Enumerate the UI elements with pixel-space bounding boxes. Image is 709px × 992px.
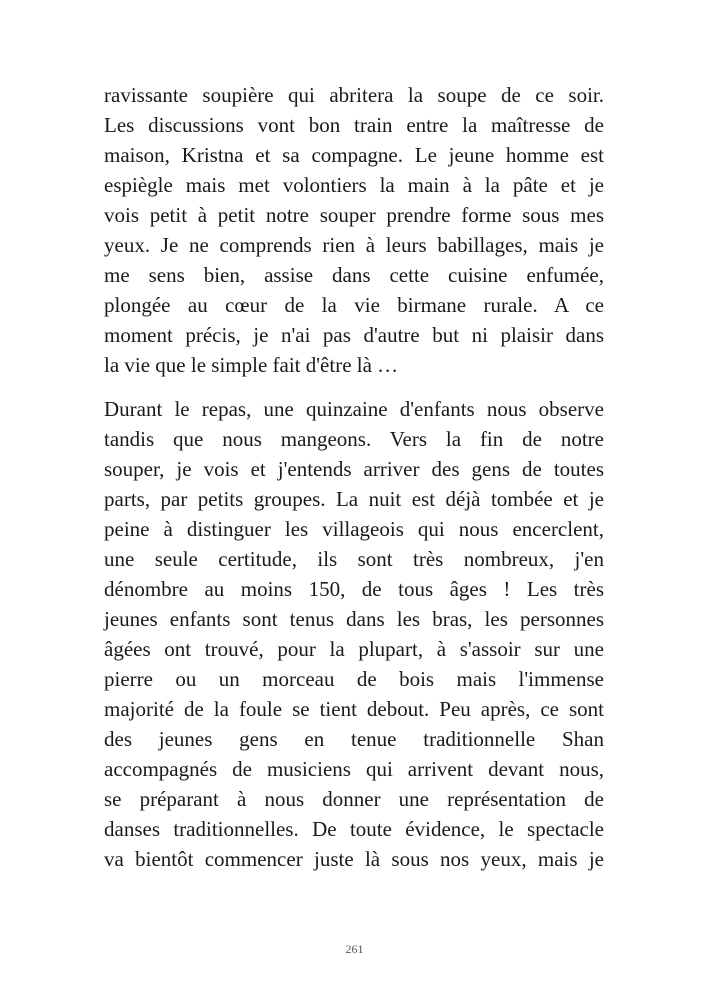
text-line: âgées ont trouvé, pour la plupart, à s'assoir sur une (104, 637, 604, 661)
text-line: vois petit à petit notre souper prendre forme sous mes (104, 203, 604, 227)
text-line: souper, je vois et j'entends arriver des gens de toutes (104, 457, 604, 481)
text-line: des jeunes gens en tenue traditionnelle Shan (104, 727, 604, 751)
text-line: maison, Kristna et sa compagne. Le jeune homme est (104, 143, 604, 167)
text-line: me sens bien, assise dans cette cuisine enfumée, (104, 263, 604, 287)
text-line: tandis que nous mangeons. Vers la fin de notre (104, 427, 604, 451)
text-line: moment précis, je n'ai pas d'autre but ni plaisir dans (104, 323, 604, 347)
text-line: Durant le repas, une quinzaine d'enfants nous observe (104, 397, 604, 421)
text-line: se préparant à nous donner une représentation de (104, 787, 604, 811)
text-line: Les discussions vont bon train entre la maîtresse de (104, 113, 604, 137)
text-line: jeunes enfants sont tenus dans les bras, les personnes (104, 607, 604, 631)
text-line: ravissante soupière qui abritera la soupe de ce soir. (104, 83, 604, 107)
text-line: majorité de la foule se tient debout. Peu après, ce sont (104, 697, 604, 721)
text-line: parts, par petits groupes. La nuit est déjà tombée et je (104, 487, 604, 511)
page-number: 261 (345, 942, 364, 956)
text-line: dénombre au moins 150, de tous âges ! Les très (104, 577, 604, 601)
text-line: danses traditionnelles. De toute évidence, le spectacle (104, 817, 604, 841)
text-line: la vie que le simple fait d'être là … (104, 353, 399, 377)
text-line: pierre ou un morceau de bois mais l'immense (104, 667, 604, 691)
paragraph-1 (104, 80, 604, 380)
text-line: peine à distinguer les villageois qui nous encerclent, (104, 517, 604, 541)
page-body (104, 80, 604, 874)
text-line: plongée au cœur de la vie birmane rurale. A ce (104, 293, 604, 317)
paragraph-2 (104, 394, 604, 874)
text-line: une seule certitude, ils sont très nombreux, j'en (104, 547, 604, 571)
text-line: yeux. Je ne comprends rien à leurs babillages, mais je (104, 233, 604, 257)
text-line: espiègle mais met volontiers la main à la pâte et je (104, 173, 604, 197)
text-line: va bientôt commencer juste là sous nos yeux, mais je (104, 847, 604, 871)
text-line: accompagnés de musiciens qui arrivent devant nous, (104, 757, 604, 781)
